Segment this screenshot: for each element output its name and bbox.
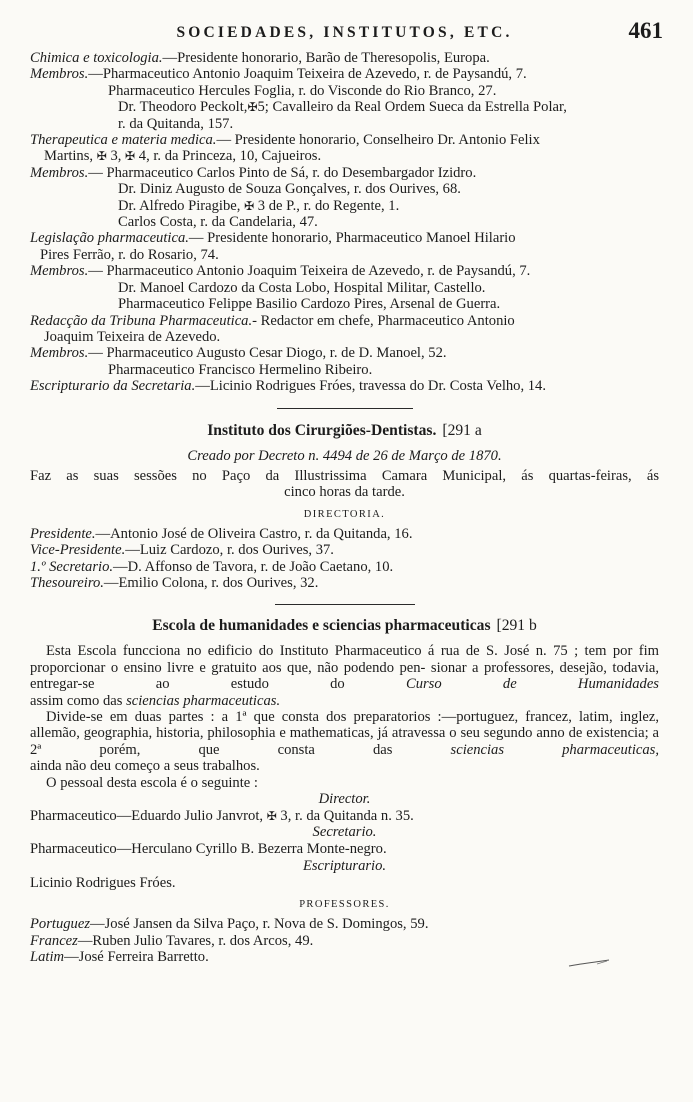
decree-line: Creado por Decreto n. 4494 de 26 de Março de 1870. xyxy=(187,447,502,464)
section-label: Chimica e toxicologia. xyxy=(30,50,163,66)
line: Chimica e toxicologia.—Presidente honorario, Barão de Theresopolis, Europa. xyxy=(30,50,490,66)
line: Dr. Theodoro Peckolt,✠5; Cavalleiro da Real Ordem Sueca da Estrella Polar, xyxy=(118,99,567,116)
section-title: Instituto dos Cirurgiões-Dentistas. [291 a xyxy=(207,421,482,439)
section-label: Membros. xyxy=(30,345,89,362)
professor-row: Latim—José Ferreira Barretto. xyxy=(30,949,209,966)
secretario-heading: Secretario. xyxy=(312,824,377,841)
divider-rule xyxy=(275,604,415,605)
directoria-heading: DIRECTORIA. xyxy=(303,508,386,520)
director-row: Presidente.—Antonio José de Oliveira Castro, r. da Quitanda, 16. xyxy=(30,525,413,542)
line: r. da Quitanda, 157. xyxy=(118,115,234,132)
line: Membros.— Pharmaceutico Carlos Pinto de Sá, r. do Desembargador Izidro. xyxy=(30,164,477,181)
line: Dr. Manoel Cardozo da Costa Lobo, Hospital Militar, Castello. xyxy=(118,279,486,296)
sessions-line-2: cinco horas da tarde. xyxy=(284,484,405,501)
professores-heading: PROFESSORES. xyxy=(299,899,390,911)
escripturario-line: Licinio Rodrigues Fróes. xyxy=(30,874,176,891)
sessions-line: Faz as suas sessões no Paço da Illustrissima Camara Municipal, ás quartas-feiras, ás xyxy=(30,467,659,484)
section-label: Membros. xyxy=(30,164,89,181)
section-instituto xyxy=(30,421,659,592)
line: Joaquim Teixeira de Azevedo. xyxy=(44,328,221,345)
section-label: Therapeutica e materia medica. xyxy=(30,132,217,149)
cross-icon: ✠ xyxy=(125,149,136,164)
page-number: 461 xyxy=(628,18,663,43)
line: Carlos Costa, r. da Candelaria, 47. xyxy=(118,214,318,231)
section-label: Legislação pharmaceutica. xyxy=(30,230,189,247)
director-line: Pharmaceutico—Eduardo Julio Janvrot, ✠ 3, r. da Quitanda n. 35. xyxy=(30,808,414,825)
section-label: Escripturario da Secretaria. xyxy=(30,378,196,395)
line: Dr. Alfredo Piragibe, ✠ 3 de P., r. do Regente, 1. xyxy=(118,197,400,214)
line: Martins, ✠ 3, ✠ 4, r. da Princeza, 10, Cajueiros. xyxy=(44,148,322,165)
line: Membros.— Pharmaceutico Augusto Cesar Diogo, r. de D. Manoel, 52. xyxy=(30,345,447,362)
line: Membros.—Pharmaceutico Antonio Joaquim Teixeira de Azevedo, r. de Paysandú, 7. xyxy=(30,66,527,83)
pen-mark-icon xyxy=(567,958,611,968)
running-header xyxy=(30,18,663,50)
professor-row: Portuguez—José Jansen da Silva Paço, r. Nova de S. Domingos, 59. xyxy=(30,916,429,933)
line: Pharmaceutico Hercules Foglia, r. do Visconde do Rio Branco, 27. xyxy=(108,82,497,99)
cross-icon: ✠ xyxy=(247,100,258,115)
section-label: Membros. xyxy=(30,263,89,280)
section-ref: [291 a xyxy=(442,421,482,439)
paragraph: O pessoal desta escola é o seguinte : xyxy=(46,774,258,791)
section-label: Redacção da Tribuna Pharmaceutica. xyxy=(30,312,253,329)
line: Dr. Diniz Augusto de Souza Gonçalves, r. dos Ourives, 68. xyxy=(118,181,461,198)
line: Pharmaceutico Felippe Basilio Cardozo Pires, Arsenal de Guerra. xyxy=(118,296,501,313)
director-row: Vice-Presidente.—Luiz Cardozo, r. dos Ourives, 37. xyxy=(30,542,334,559)
director-heading: Director. xyxy=(318,791,371,808)
block-secoes xyxy=(30,50,659,395)
line: Legislação pharmaceutica.— Presidente honorario, Pharmaceutico Manoel Hilario xyxy=(30,230,516,247)
cross-icon: ✠ xyxy=(244,198,255,213)
line: Redacção da Tribuna Pharmaceutica.- Redactor em chefe, Pharmaceutico Antonio xyxy=(30,312,515,329)
paragraph: ainda não deu começo a seus trabalhos. xyxy=(30,758,260,775)
cross-icon: ✠ xyxy=(266,809,277,824)
paragraph: Divide-se em duas partes : a 1ª que consta dos preparatorios :—portuguez, francez, latim, inglez, allemão, geographia, historia, philosophia e mathematicas, já atravessa o seu segundo anno de existencia; a 2ª porém, que consta das sciencias pharmaceuticas, xyxy=(30,709,659,758)
escripturario-heading: Escripturario. xyxy=(302,857,387,874)
line: Escripturario da Secretaria.—Licinio Rodrigues Fróes, travessa do Dr. Costa Velho, 14. xyxy=(30,378,547,395)
director-row: 1.º Secretario.—D. Affonso de Tavora, r. de João Caetano, 10. xyxy=(30,558,394,575)
header-title: SOCIEDADES, INSTITUTOS, ETC. xyxy=(176,24,513,41)
paragraph: Esta Escola funcciona no edificio do Instituto Pharmaceutico á rua de S. José n. 75 ; tem por fim proporcionar o ensino livre e gratuito aos que, não podendo pen- sionar a professores, desejão, todavia, entregar-se ao estudo do Curso de Humanidades xyxy=(30,643,659,693)
paragraph: assim como das sciencias pharmaceuticas. xyxy=(30,692,281,709)
section-ref: [291 b xyxy=(496,617,537,635)
divider-rule xyxy=(277,408,413,409)
line: Pharmaceutico Francisco Hermelino Ribeiro. xyxy=(108,361,373,378)
section-title: Escola de humanidades e sciencias pharmaceuticas [291 b xyxy=(152,617,537,635)
line: Membros.— Pharmaceutico Antonio Joaquim Teixeira de Azevedo, r. de Paysandú, 7. xyxy=(30,263,531,280)
cross-icon: ✠ xyxy=(96,149,107,164)
section-label: Membros. xyxy=(30,66,89,83)
section-escola xyxy=(30,616,659,965)
line: Pires Ferrão, r. do Rosario, 74. xyxy=(40,246,219,263)
secretario-line: Pharmaceutico—Herculano Cyrillo B. Bezerra Monte-negro. xyxy=(30,841,387,858)
line: Therapeutica e materia medica.— Presidente honorario, Conselheiro Dr. Antonio Felix xyxy=(30,132,540,149)
director-row: Thesoureiro.—Emilio Colona, r. dos Ourives, 32. xyxy=(30,574,319,591)
professor-row: Francez—Ruben Julio Tavares, r. dos Arcos, 49. xyxy=(30,932,314,949)
